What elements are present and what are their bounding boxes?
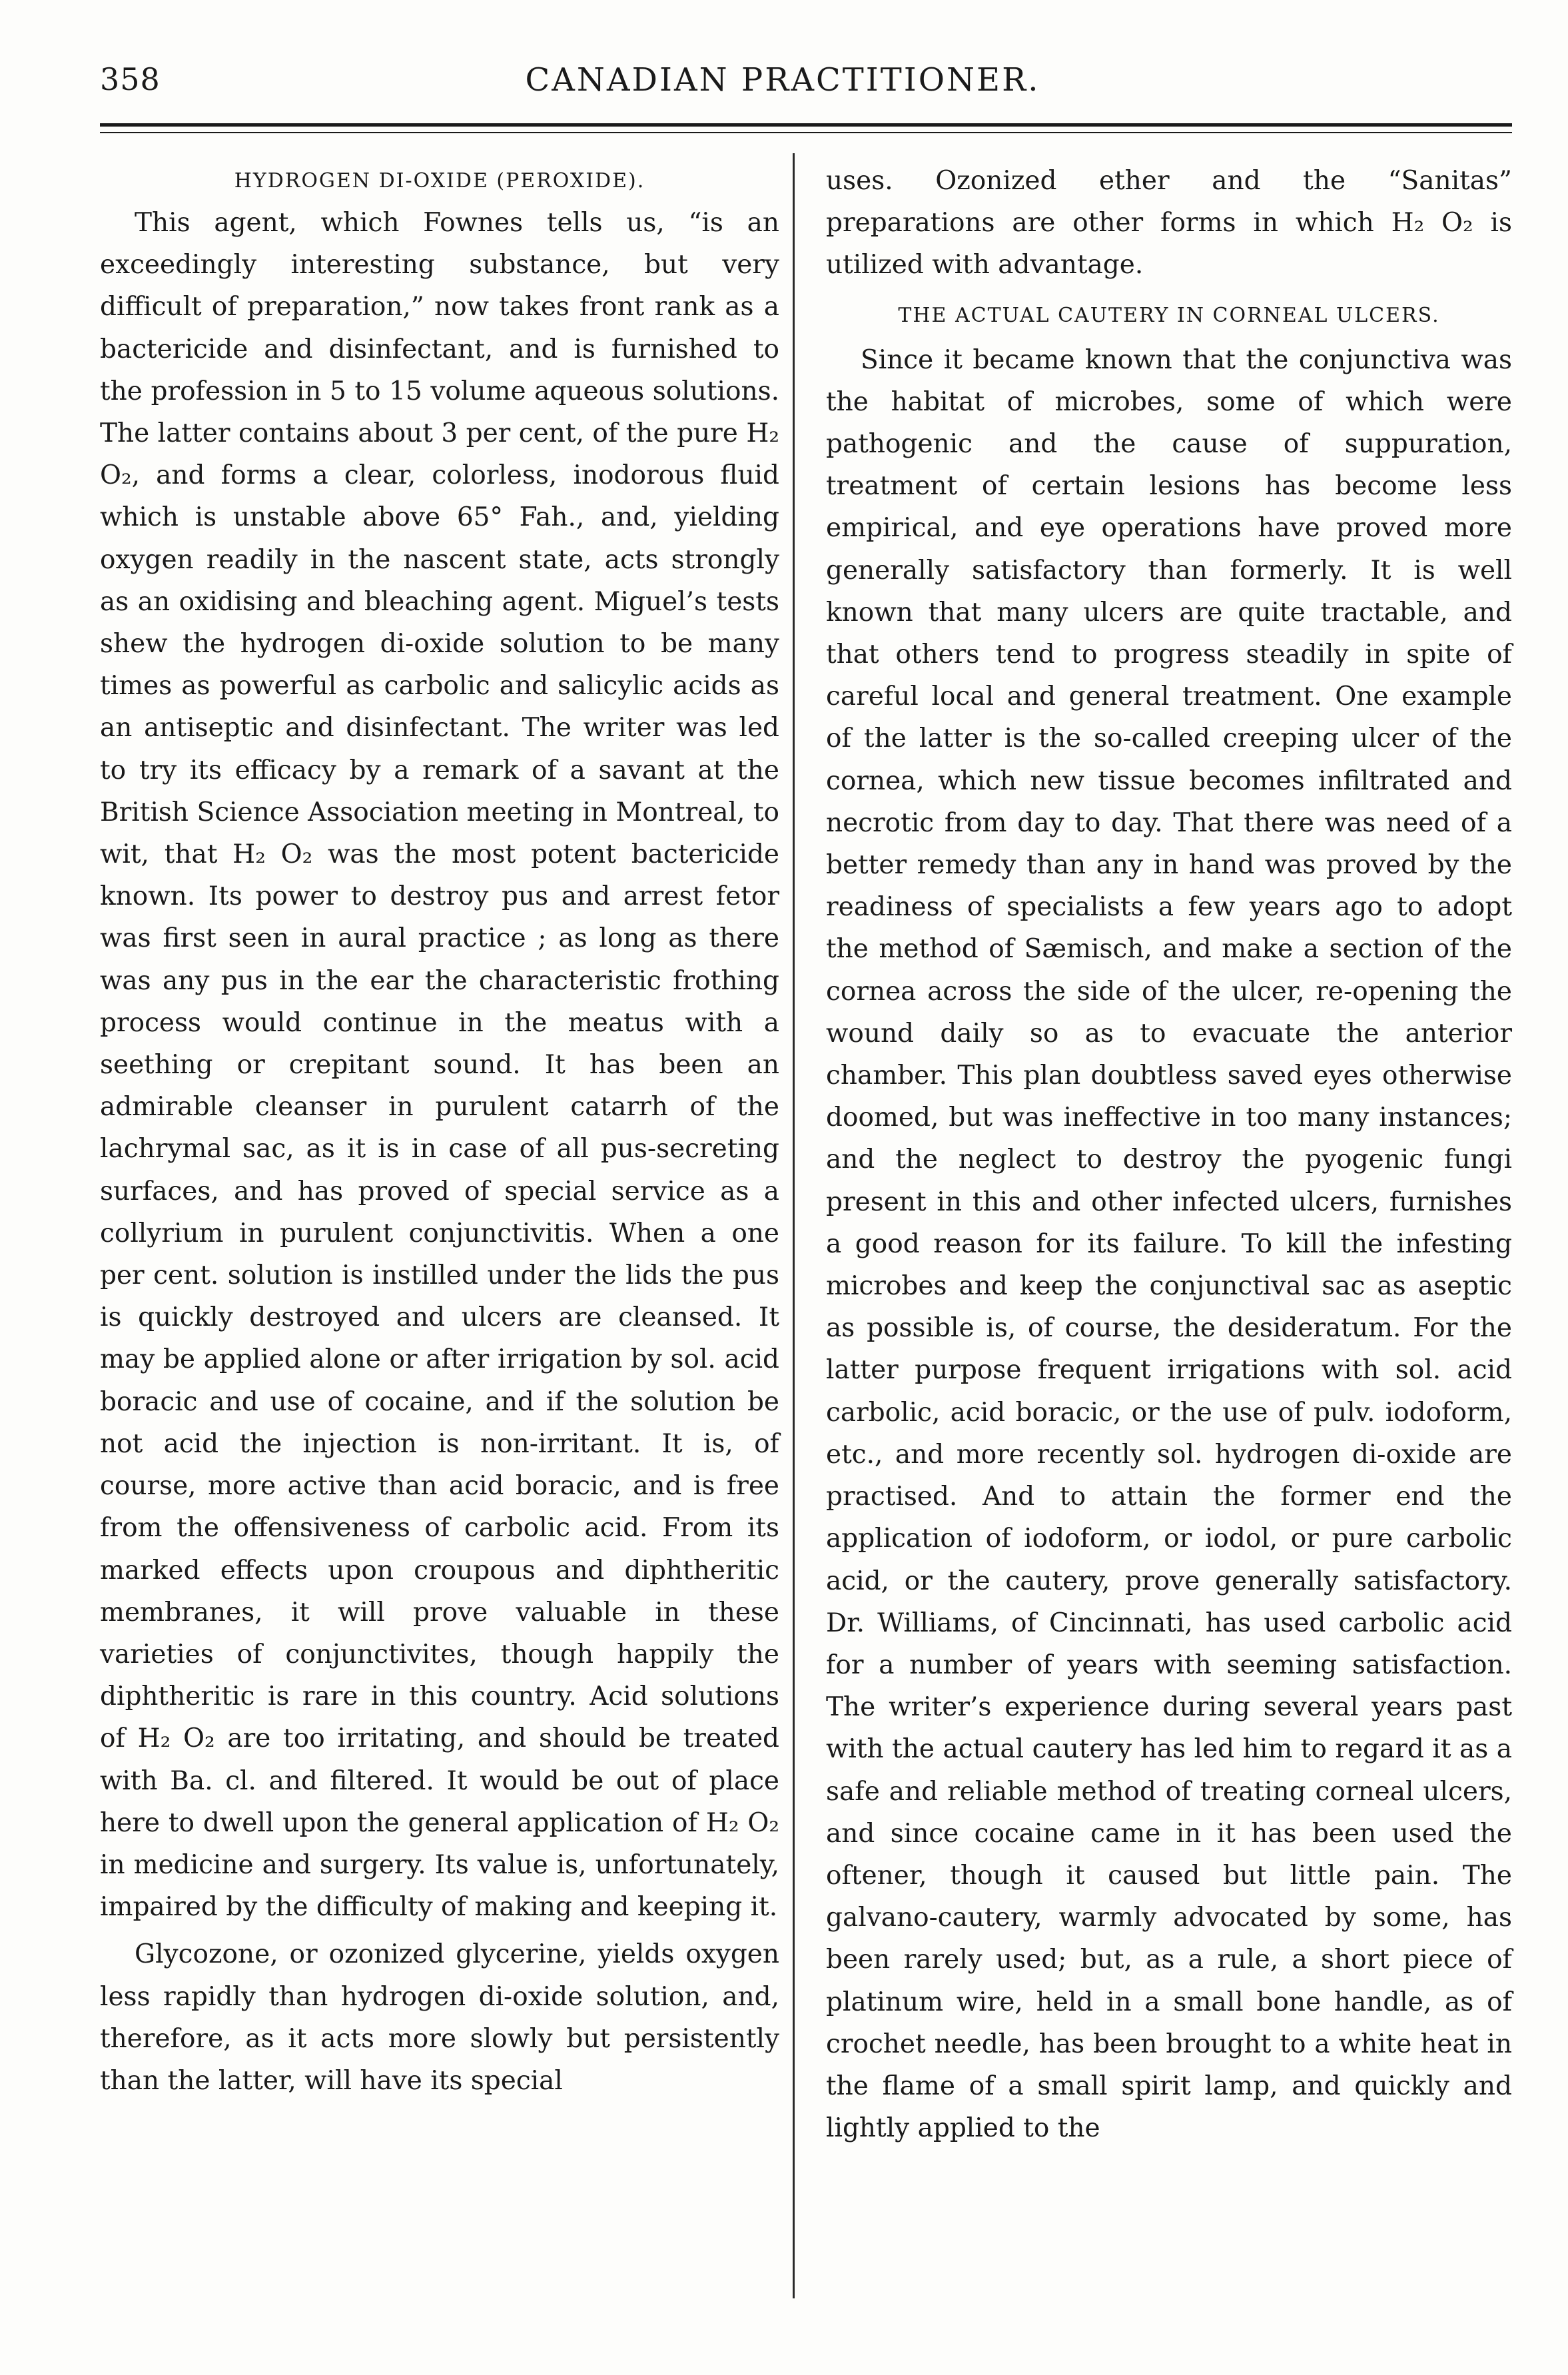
page-header bbox=[100, 61, 1465, 108]
paragraph-corneal-ulcers: Since it became known that the conjunctiva was the habitat of microbes, some of which were pathogenic and the cause of suppuration, treatment of certain lesions has become less empirical, and eye operations have proved more generally satisfactory than formerly. It is well known that many ulcers are quite tractable, and that others tend to progress steadily in spite of careful local and general treatment. One example of the latter is the so-called creeping ulcer of the cornea, which new tissue becomes infiltrated and necrotic from day to day. That there was need of a better remedy than any in hand was proved by the readiness of specialists a few years ago to adopt the method of Sæmisch, and make a section of the cornea across the side of the ulcer, re-opening the wound daily so as to evacuate the anterior chamber. This plan doubtless saved eyes otherwise doomed, but was ineffective in too many instances; and the neglect to destroy the pyogenic fungi present in this and other infected ulcers, furnishes a good reason for its failure. To kill the infesting microbes and keep the conjunctival sac as aseptic as possible is, of course, the desideratum. For the latter purpose frequent irrigations with sol. acid carbolic, acid boracic, or the use of pulv. iodoform, etc., and more recently sol. hydrogen di-oxide are practised. And to attain the former end the application of iodoform, or iodol, or pure carbolic acid, or the cautery, prove generally satisfactory. Dr. Williams, of Cincinnati, has used carbolic acid for a number of years with seeming satisfaction. The writer’s experience during several years past with the actual cautery has led him to regard it as a safe and reliable method of treating corneal ulcers, and since cocaine came in it has been used the oftener, though it caused but little pain. The galvano-cautery, warmly advocated by some, has been rarely used; but, as a rule, a short piece of platinum wire, held in a small bone handle, as of crochet needle, has been brought to a white heat in the flame of a small spirit lamp, and quickly and lightly applied to the bbox=[826, 344, 1512, 2144]
column-divider bbox=[793, 153, 795, 2298]
section-heading-hydrogen-dioxide: HYDROGEN DI-OXIDE (PEROXIDE). bbox=[234, 169, 645, 193]
page-number: 358 bbox=[100, 61, 161, 97]
left-column bbox=[100, 160, 779, 2102]
header-rule-thin bbox=[100, 132, 1512, 133]
right-column bbox=[826, 160, 1512, 2149]
header-rule-thick bbox=[100, 123, 1512, 127]
section-heading-actual-cautery: THE ACTUAL CAUTERY IN CORNEAL ULCERS. bbox=[898, 303, 1440, 327]
paragraph-continuation: uses. Ozonized ether and the “Sanitas” preparations are other forms in which H₂ O₂ is utilized with advantage. bbox=[826, 166, 1512, 280]
paragraph-hydrogen-dioxide: This agent, which Fownes tells us, “is an exceedingly interesting substance, but very difficult of preparation,” now takes front rank as a bactericide and disinfectant, and is furnished to the profession in 5 to 15 volume aqueous solutions. The latter contains about 3 per cent, of the pure H₂ O₂, and forms a clear, colorless, inodorous fluid which is unstable above 65° Fah., and, yielding oxygen readily in the nascent state, acts strongly as an oxidising and bleaching agent. Miguel’s tests shew the hydrogen di-oxide solution to be many times as powerful as carbolic and salicylic acids as an antiseptic and disinfectant. The writer was led to try its efficacy by a remark of a savant at the British Science Association meeting in Montreal, to wit, that H₂ O₂ was the most potent bactericide known. Its power to destroy pus and arrest fetor was first seen in aural practice ; as long as there was any pus in the ear the characteristic frothing process would continue in the meatus with a seething or crepitant sound. It has been an admirable cleanser in purulent catarrh of the lachrymal sac, as it is in case of all pus-secreting surfaces, and has proved of special service as a collyrium in purulent conjunctivitis. When a one per cent. solution is instilled under the lids the pus is quickly destroyed and ulcers are cleansed. It may be applied alone or after irrigation by sol. acid boracic and use of cocaine, and if the solution be not acid the injection is non-irritant. It is, of course, more active than acid boracic, and is free from the offensiveness of carbolic acid. From its marked effects upon croupous and diphtheritic membranes, it will prove valuable in these varieties of conjunctivites, though happily the diphtheritic is rare in this country. Acid solutions of H₂ O₂ are too irritating, and should be treated with Ba. cl. and filtered. It would be out of place here to dwell upon the general application of H₂ O₂ in medicine and surgery. Its value is, unfortunately, impaired by the difficulty of making and keeping it. bbox=[100, 208, 779, 1923]
running-title: CANADIAN PRACTITIONER. bbox=[525, 61, 1040, 99]
paragraph-glycozone: Glycozone, or ozonized glycerine, yields oxygen less rapidly than hydrogen di-oxide solution, and, therefore, as it acts more slowly but persistently than the latter, will have its special bbox=[100, 1939, 779, 2096]
